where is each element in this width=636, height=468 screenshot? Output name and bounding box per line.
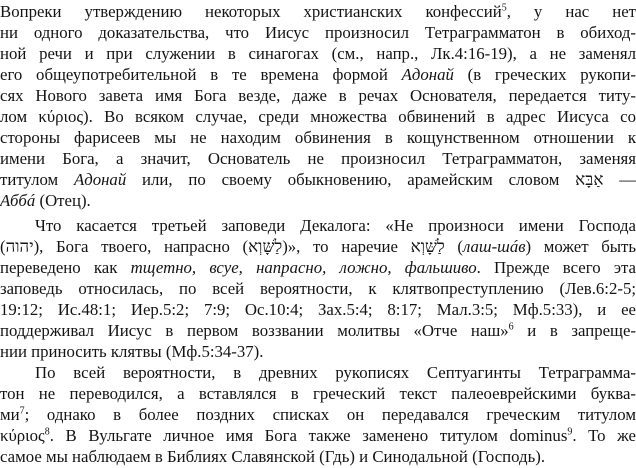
text-line: ной речи и при служении в синагогах (см., напр., Лк.4:16-19), а не заменял xyxy=(0,44,636,63)
text-line: сях Нового завета имя Бога везде, даже в речах Основателя, передается титу- xyxy=(0,86,636,105)
text-line: κύριος$^8$. В Вульгате личное имя Бога также заменено титулом dominus$^9$. То же xyxy=(0,426,636,445)
text-line: поддерживал Иисус в первом воззвании молитвы «Отче наш»$^6$ и в запреще- xyxy=(0,321,636,340)
text-line: $ми^7$; однако в более поздних списках он передавался греческим титулом xyxy=(0,405,636,424)
text-line: Аббá (Отец). xyxy=(0,191,91,210)
text-line: его общеупотребительной в те времена формой Адонай (в греческих рукопи- xyxy=(0,65,636,84)
text-line: самое мы наблюдаем в Библиях Славянской (Гдь) и Синодальной (Господь). xyxy=(0,447,546,466)
text-line: имени Бога, а значит, Основатель не произносил Тетраграмматон, заменяя xyxy=(0,149,636,168)
text-line: Что касается третьей заповеди Декалога: «Не произноси имени Господа xyxy=(35,216,636,235)
text-line: титулом Адонай или, по своему обыкновению, арамейским словом אַבָּא — xyxy=(0,170,636,189)
text-line: лом κύριος). Во всяком случае, среди множества обвинений в адрес Иисуса со xyxy=(0,107,636,126)
text-line: ни одного доказательства, что Иисус произносил Тетраграмматон в обиход- xyxy=(0,23,636,42)
text-line: Вопреки утверждению некоторых христианских конфессий$^5$, у нас нет xyxy=(0,2,636,21)
text-line: тон не переводился, а вставлялся в греческий текст палеоеврейскими буква- xyxy=(0,384,636,403)
text-line: переведено как тщетно, всуе, напрасно, ложно, фальшиво. Прежде всего эта xyxy=(0,258,636,277)
text-line: По всей вероятности, в древних рукописях Септуагинты Тетраграмма- xyxy=(35,363,636,382)
text-line: стороны фарисеев мы не находим обвинения в кощунственном отношении к xyxy=(0,128,636,147)
text-line: (יהוה), Бога твоего, напрасно (לַשָּׁוְא)», то наречие לַשָּׁוְא (лаш-шáв) может быть xyxy=(0,237,636,256)
text-line: нии приносить клятвы (Мф.5:34-37). xyxy=(0,342,264,361)
text-line: заповедь относилась, по всей вероятности, к клятвопреступлению (Лев.6:2-5; xyxy=(0,279,636,298)
text-line: 19:12; Ис.48:1; Иер.5:2; 7:9; Ос.10:4; Зах.5:4; 8:17; Мал.3:5; Мф.5:33), и ее xyxy=(0,300,636,319)
